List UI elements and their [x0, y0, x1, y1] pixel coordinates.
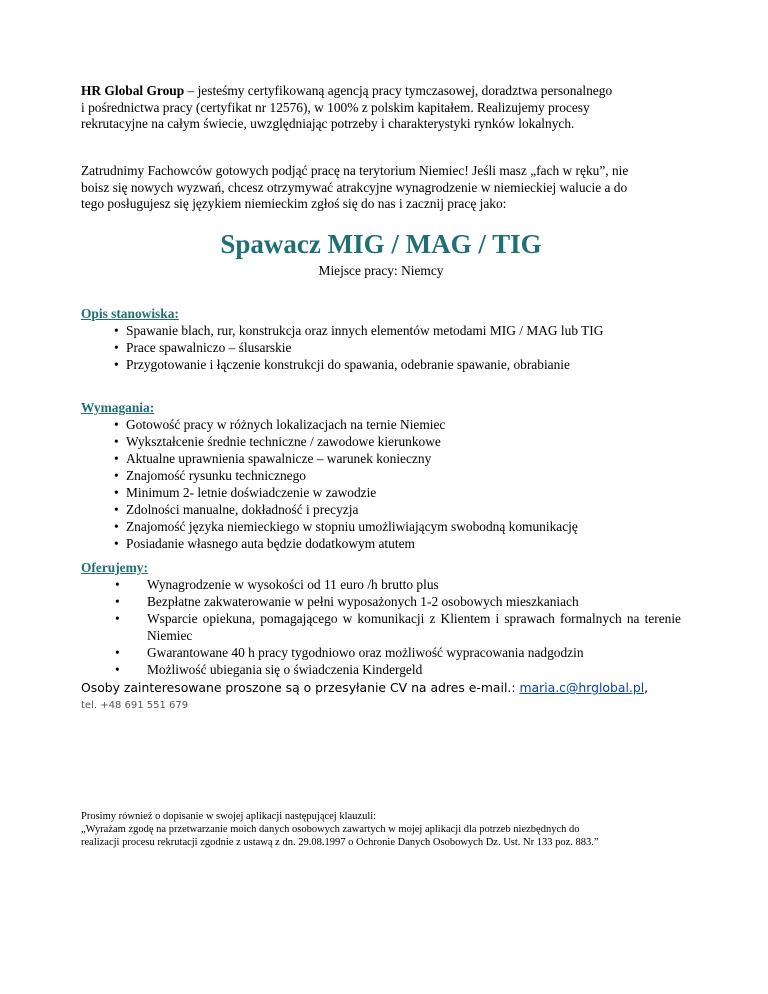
- list-item: • Bezpłatne zakwaterowanie w pełni wyposażonych 1-2 osobowych mieszkaniach: [115, 594, 579, 609]
- list-item: • Gotowość pracy w różnych lokalizacjach na ternie Niemiec: [114, 417, 446, 432]
- company-name: HR Global Group: [81, 83, 185, 98]
- bullet-icon: •: [114, 536, 119, 551]
- call-text-1: Zatrudnimy Fachowców gotowych podjąć pracę na terytorium Niemiec! Jeśli masz „fach w ręku”, nie: [81, 163, 629, 178]
- intro-text-2: i pośrednictwa pracy (certyfikat nr 12576), w 100% z polskim kapitałem. Realizujemy procesy: [81, 99, 590, 115]
- bullet-icon: •: [114, 502, 119, 517]
- bullet-icon: •: [115, 662, 120, 677]
- bullet-icon: •: [114, 340, 119, 355]
- job-location: Miejsce pracy: Niemcy: [318, 263, 444, 278]
- list-item: • Prace spawalniczo – ślusarskie: [114, 340, 292, 355]
- description-list: [81, 322, 681, 373]
- bullet-icon: •: [115, 645, 120, 660]
- contact-line: [81, 680, 681, 695]
- list-item: • Zdolności manualne, dokładność i precyzja: [114, 502, 359, 517]
- intro-text-1: – jesteśmy certyfikowaną agencją pracy tymczasowej, doradztwa personalnego: [184, 83, 613, 98]
- clause-text-1: „Wyrażam zgodę na przetwarzanie moich danych osobowych zawartych w mojej aplikacji dla potrzeb niezbędnych do: [81, 824, 580, 835]
- email-link[interactable]: maria.c@hrglobal.pl: [519, 680, 645, 695]
- list-item: • Możliwość ubiegania się o świadczenia Kindergeld: [115, 662, 423, 677]
- bullet-icon: •: [114, 468, 119, 483]
- intro-paragraph: [81, 83, 681, 133]
- gdpr-clause: [81, 810, 681, 849]
- bullet-icon: •: [114, 485, 119, 500]
- list-item: • Znajomość języka niemieckiego w stopniu umożliwiającym swobodną komunikację: [114, 519, 578, 534]
- bullet-icon: •: [115, 611, 120, 626]
- offer-heading: Oferujemy:: [81, 560, 148, 575]
- list-item: • Gwarantowane 40 h pracy tygodniowo oraz możliwość wypracowania nadgodzin: [115, 645, 584, 660]
- contact-comma: ,: [644, 680, 649, 695]
- offer-list: [81, 576, 681, 678]
- clause-text-2: realizacji procesu rekrutacji zgodnie z ustawą z dn. 29.08.1997 o Ochronie Danych Osobowych Dz. Ust. Nr 133 poz. 883.”: [81, 837, 599, 848]
- requirements-section: [81, 399, 681, 552]
- offer-section: [81, 559, 681, 678]
- bullet-icon: •: [115, 577, 120, 592]
- clause-intro: Prosimy również o dopisanie w swojej aplikacji następującej klauzuli:: [81, 811, 377, 822]
- bullet-icon: •: [115, 594, 120, 609]
- list-item: • Wykształcenie średnie techniczne / zawodowe kierunkowe: [114, 434, 441, 449]
- requirements-heading: Wymagania:: [81, 400, 155, 415]
- contact-text: Osoby zainteresowane proszone są o przesyłanie CV na adres e-mail.:: [81, 680, 520, 695]
- description-section: [81, 305, 681, 373]
- description-heading: Opis stanowiska:: [81, 306, 179, 321]
- call-text-2: boisz się nowych wyzwań, chcesz otrzymywać atrakcyjne wynagrodzenie w niemieckiej walucie a do: [81, 179, 628, 195]
- list-item: • Minimum 2- letnie doświadczenie w zawodzie: [114, 485, 377, 500]
- phone-number: tel. +48 691 551 679: [81, 700, 189, 711]
- intro-text-3: rekrutacyjne na całym świecie, uwzględniając potrzeby i charakterystyki rynków lokalnych.: [81, 116, 575, 131]
- list-item: • Posiadanie własnego auta będzie dodatkowym atutem: [114, 536, 415, 551]
- list-item: • Aktualne uprawnienia spawalnicze – warunek konieczny: [114, 451, 432, 466]
- call-text-3: tego posługujesz się językiem niemieckim zgłoś się do nas i zacznij pracę jako:: [81, 196, 507, 211]
- list-item: • Wsparcie opiekuna, pomagającego w komunikacji z Klientem i sprawach formalnych na terenie Niemiec: [115, 611, 681, 643]
- requirements-list: [81, 416, 681, 552]
- bullet-icon: •: [114, 451, 119, 466]
- bullet-icon: •: [114, 519, 119, 534]
- bullet-icon: •: [114, 357, 119, 372]
- list-item: • Znajomość rysunku technicznego: [114, 468, 306, 483]
- bullet-icon: •: [114, 323, 119, 338]
- list-item: • Przygotowanie i łączenie konstrukcji do spawania, odebranie spawanie, obrabianie: [114, 357, 570, 372]
- job-title: Spawacz MIG / MAG / TIG: [220, 229, 542, 259]
- bullet-icon: •: [114, 434, 119, 449]
- list-item: • Spawanie blach, rur, konstrukcja oraz innych elementów metodami MIG / MAG lub TIG: [114, 323, 604, 338]
- call-paragraph: [81, 163, 681, 213]
- bullet-icon: •: [114, 417, 119, 432]
- list-item: • Wynagrodzenie w wysokości od 11 euro /h brutto plus: [115, 577, 439, 592]
